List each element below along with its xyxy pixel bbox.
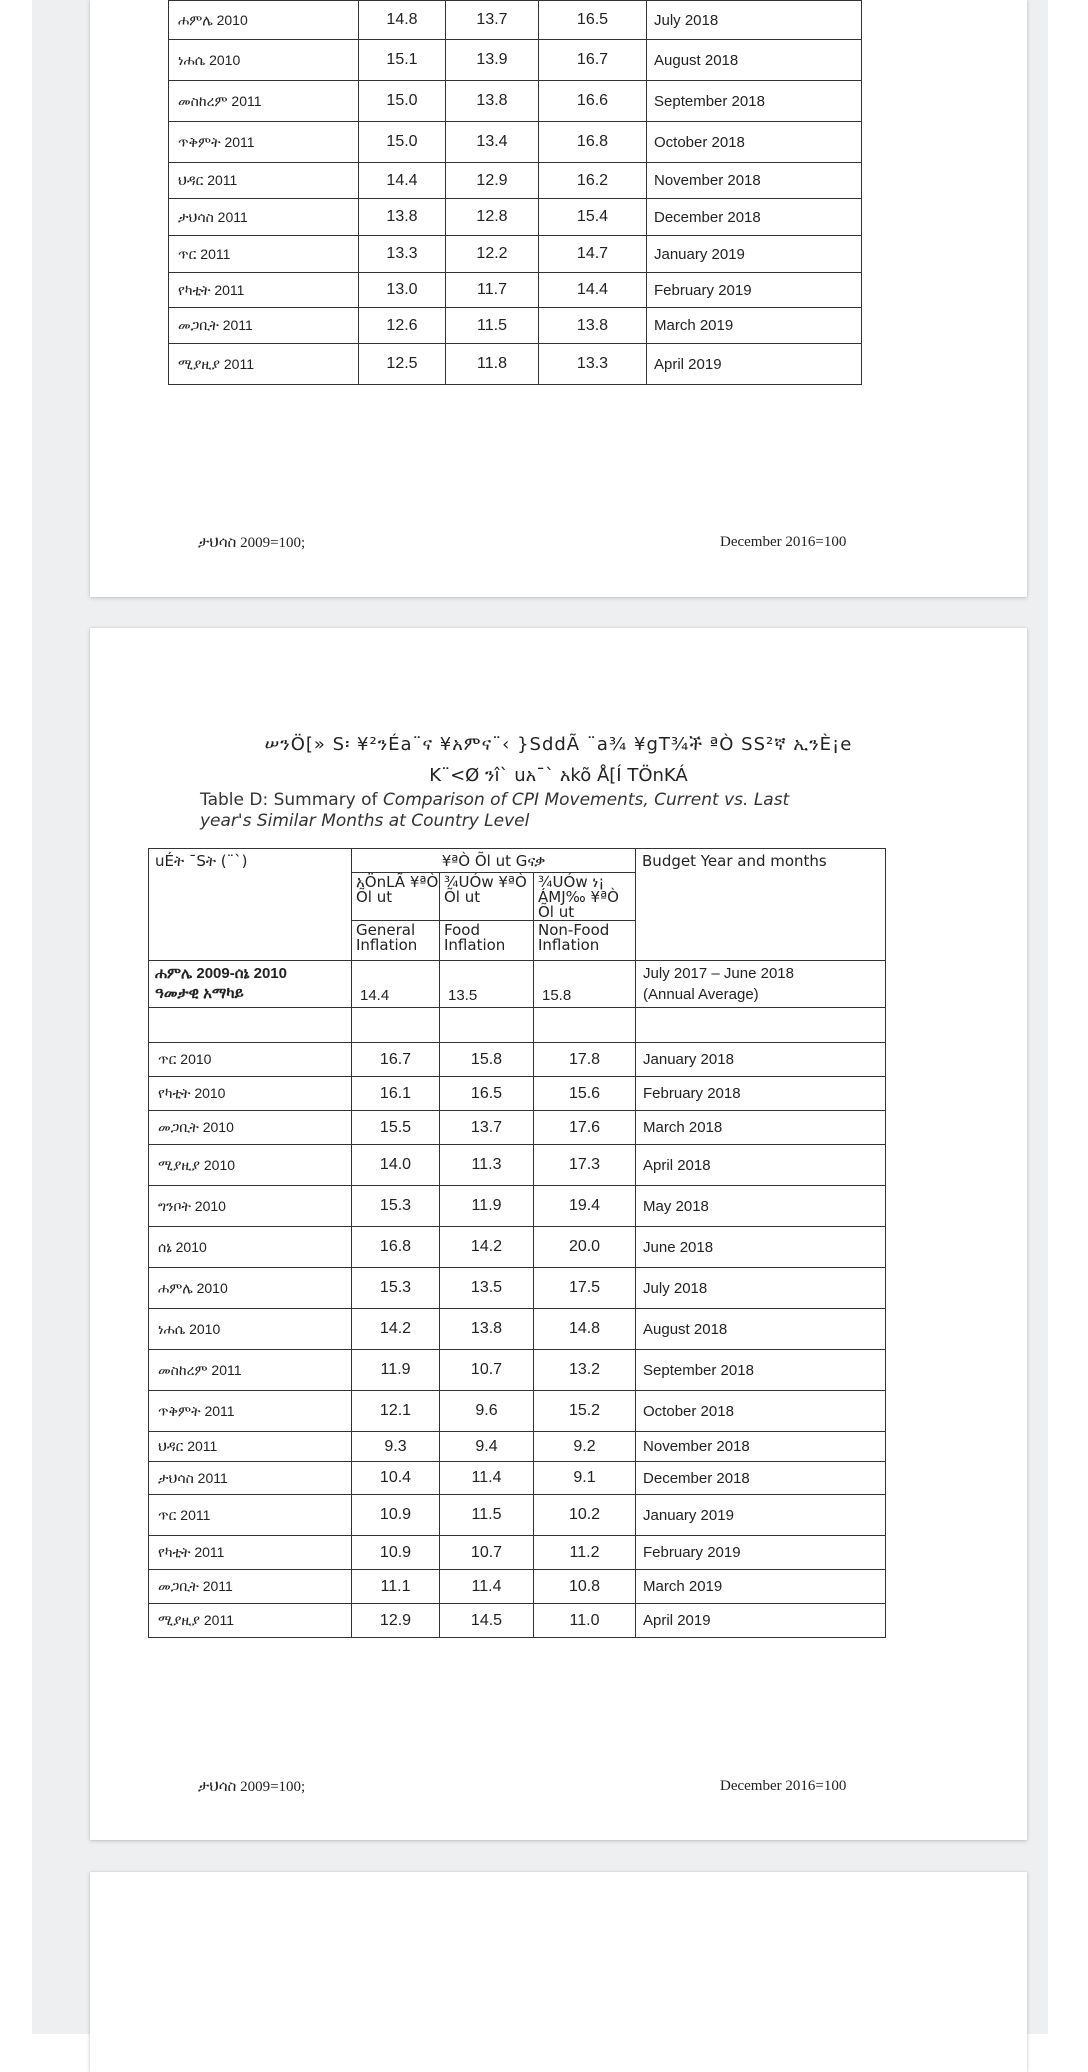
english-month-cell: August 2018 xyxy=(647,40,862,81)
english-month-cell: March 2018 xyxy=(636,1111,886,1145)
english-month-cell: April 2019 xyxy=(647,344,862,385)
base-period-amharic: ታህሳስ 2009=100; xyxy=(198,1779,306,1795)
header-budget-year-english: Budget Year and months xyxy=(636,849,886,961)
food-inflation-cell: 13.5 xyxy=(440,1268,534,1309)
table-row xyxy=(149,1309,886,1350)
general-inflation-cell: 15.1 xyxy=(359,40,446,81)
table-title-amharic-line-2: K¨<Ø ንî` uአ¯` አkõ Å[Í TÖnKÁ xyxy=(429,765,688,786)
annual-average-label xyxy=(149,961,352,1008)
nonfood-inflation-cell: 17.8 xyxy=(534,1043,636,1077)
nonfood-inflation-cell: 14.4 xyxy=(539,273,647,308)
nonfood-inflation-cell: 13.8 xyxy=(539,308,647,344)
caption-italic-1: Comparison of CPI Movements, Current vs. Last xyxy=(382,790,790,810)
english-month-cell: December 2018 xyxy=(636,1462,886,1495)
english-month-cell: April 2018 xyxy=(636,1145,886,1186)
general-inflation-cell: 11.1 xyxy=(352,1570,440,1604)
nonfood-inflation-cell: 15.2 xyxy=(534,1391,636,1432)
table-row xyxy=(149,1350,886,1391)
month-cell: መስከረም 2011 xyxy=(169,81,359,122)
food-inflation-cell: 9.6 xyxy=(440,1391,534,1432)
annual-label-line-1: ሐምሌ 2009-ሰኔ 2010 xyxy=(155,965,287,982)
english-month-cell: June 2018 xyxy=(636,1227,886,1268)
food-inflation-cell: 13.8 xyxy=(446,81,539,122)
month-cell: የካቲት 2011 xyxy=(169,273,359,308)
nonfood-inflation-cell: 16.5 xyxy=(539,1,647,40)
food-inflation-cell: 11.8 xyxy=(446,344,539,385)
annual-english-line-2: (Annual Average) xyxy=(643,986,759,1003)
table-row xyxy=(169,236,862,273)
nonfood-inflation-cell: 14.7 xyxy=(539,236,647,273)
table-row xyxy=(169,81,862,122)
general-inflation-cell: 10.4 xyxy=(352,1462,440,1495)
nonfood-inflation-cell: 9.2 xyxy=(534,1432,636,1462)
table-row xyxy=(149,1111,886,1145)
table-row xyxy=(169,308,862,344)
blank-cell xyxy=(352,1008,440,1043)
general-inflation-cell: 13.0 xyxy=(359,273,446,308)
english-month-cell: January 2019 xyxy=(647,236,862,273)
english-month-cell: August 2018 xyxy=(636,1309,886,1350)
general-inflation-cell: 15.3 xyxy=(352,1186,440,1227)
nonfood-inflation-cell: 13.3 xyxy=(539,344,647,385)
month-cell: ጥር 2011 xyxy=(169,236,359,273)
food-inflation-cell: 11.7 xyxy=(446,273,539,308)
english-month-cell: February 2018 xyxy=(636,1077,886,1111)
general-inflation-cell: 10.9 xyxy=(352,1495,440,1536)
month-cell: ጥር 2010 xyxy=(149,1043,352,1077)
english-month-cell: July 2018 xyxy=(647,1,862,40)
annual-english-line-1: July 2017 – June 2018 xyxy=(643,965,794,982)
general-inflation-cell: 16.1 xyxy=(352,1077,440,1111)
nonfood-inflation-cell: 16.7 xyxy=(539,40,647,81)
month-cell: የካቲት 2011 xyxy=(149,1536,352,1570)
general-inflation-cell: 14.0 xyxy=(352,1145,440,1186)
table-caption-english xyxy=(200,790,920,832)
document-page-1 xyxy=(90,0,1027,597)
month-cell: ሐምሌ 2010 xyxy=(169,1,359,40)
general-inflation-cell: 13.8 xyxy=(359,199,446,236)
food-inflation-cell: 12.9 xyxy=(446,163,539,199)
header-nonfood-english: Non-Food Inflation xyxy=(534,921,636,961)
header-general-amharic: አÖnLÃ ¥ªÒ Õl ut xyxy=(352,873,440,921)
food-inflation-cell: 13.8 xyxy=(440,1309,534,1350)
table-row xyxy=(149,1391,886,1432)
english-month-cell: November 2018 xyxy=(647,163,862,199)
nonfood-inflation-cell: 17.5 xyxy=(534,1268,636,1309)
month-cell: መጋቢት 2010 xyxy=(149,1111,352,1145)
general-inflation-cell: 14.2 xyxy=(352,1309,440,1350)
english-month-cell: February 2019 xyxy=(636,1536,886,1570)
annual-average-english xyxy=(636,961,886,1008)
food-inflation-cell: 11.4 xyxy=(440,1570,534,1604)
base-period-english: December 2016=100 xyxy=(720,534,847,550)
blank-cell xyxy=(534,1008,636,1043)
month-cell: መጋቢት 2011 xyxy=(169,308,359,344)
food-inflation-cell: 15.8 xyxy=(440,1043,534,1077)
english-month-cell: December 2018 xyxy=(647,199,862,236)
nonfood-inflation-cell: 15.6 xyxy=(534,1077,636,1111)
food-inflation-cell: 13.7 xyxy=(440,1111,534,1145)
table-row xyxy=(149,1432,886,1462)
document-page-3 xyxy=(90,1872,1027,2072)
month-cell: ህዳር 2011 xyxy=(169,163,359,199)
english-month-cell: November 2018 xyxy=(636,1432,886,1462)
english-month-cell: April 2019 xyxy=(636,1604,886,1638)
food-inflation-cell: 10.7 xyxy=(440,1536,534,1570)
document-page-2 xyxy=(90,628,1027,1840)
table-row xyxy=(149,1145,886,1186)
food-inflation-cell: 12.2 xyxy=(446,236,539,273)
general-inflation-cell: 14.4 xyxy=(359,163,446,199)
blank-row xyxy=(149,1008,886,1043)
annual-nonfood-value: 15.8 xyxy=(534,961,636,1008)
annual-general-value: 14.4 xyxy=(352,961,440,1008)
english-month-cell: March 2019 xyxy=(636,1570,886,1604)
table-row xyxy=(149,1186,886,1227)
base-period-english: December 2016=100 xyxy=(720,1778,847,1794)
nonfood-inflation-cell: 14.8 xyxy=(534,1309,636,1350)
general-inflation-cell: 12.6 xyxy=(359,308,446,344)
header-nonfood-amharic: ¾UÓw ነ¡ ÁMJ‰ ¥ªÒ Õl ut xyxy=(534,873,636,921)
english-month-cell: March 2019 xyxy=(647,308,862,344)
month-cell: ጥቅምት 2011 xyxy=(149,1391,352,1432)
nonfood-inflation-cell: 11.2 xyxy=(534,1536,636,1570)
table-row xyxy=(169,273,862,308)
nonfood-inflation-cell: 17.3 xyxy=(534,1145,636,1186)
table-row xyxy=(149,1604,886,1638)
food-inflation-cell: 11.5 xyxy=(440,1495,534,1536)
annual-label-line-2: ዓመታዊ አማካይ xyxy=(155,985,244,1002)
table-row xyxy=(149,1077,886,1111)
month-cell: ሚያዚያ 2011 xyxy=(149,1604,352,1638)
table-row xyxy=(149,1227,886,1268)
english-month-cell: October 2018 xyxy=(636,1391,886,1432)
english-month-cell: May 2018 xyxy=(636,1186,886,1227)
nonfood-inflation-cell: 9.1 xyxy=(534,1462,636,1495)
month-cell: መስከረም 2011 xyxy=(149,1350,352,1391)
nonfood-inflation-cell: 16.6 xyxy=(539,81,647,122)
general-inflation-cell: 10.9 xyxy=(352,1536,440,1570)
table-row xyxy=(149,1536,886,1570)
month-cell: ጥር 2011 xyxy=(149,1495,352,1536)
header-budget-year-amharic: uÉት ¯Sት (¨`) xyxy=(149,849,352,961)
food-inflation-cell: 14.2 xyxy=(440,1227,534,1268)
blank-cell xyxy=(149,1008,352,1043)
nonfood-inflation-cell: 11.0 xyxy=(534,1604,636,1638)
food-inflation-cell: 10.7 xyxy=(440,1350,534,1391)
general-inflation-cell: 15.5 xyxy=(352,1111,440,1145)
month-cell: ነሐሴ 2010 xyxy=(149,1309,352,1350)
month-cell: ነሐሴ 2010 xyxy=(169,40,359,81)
table-row xyxy=(149,1570,886,1604)
table-row xyxy=(169,1,862,40)
general-inflation-cell: 12.5 xyxy=(359,344,446,385)
table-row xyxy=(169,163,862,199)
blank-cell xyxy=(440,1008,534,1043)
month-cell: ሐምሌ 2010 xyxy=(149,1268,352,1309)
english-month-cell: October 2018 xyxy=(647,122,862,163)
table-row xyxy=(149,1495,886,1536)
general-inflation-cell: 15.3 xyxy=(352,1268,440,1309)
table-row xyxy=(149,1462,886,1495)
food-inflation-cell: 13.9 xyxy=(446,40,539,81)
food-inflation-cell: 12.8 xyxy=(446,199,539,236)
nonfood-inflation-cell: 16.8 xyxy=(539,122,647,163)
header-food-amharic: ¾UÓw ¥ªÒ Õl ut xyxy=(440,873,534,921)
english-month-cell: January 2018 xyxy=(636,1043,886,1077)
cpi-table-page-1 xyxy=(168,0,862,385)
caption-plain: Table D: Summary of xyxy=(200,790,383,810)
nonfood-inflation-cell: 15.4 xyxy=(539,199,647,236)
general-inflation-cell: 9.3 xyxy=(352,1432,440,1462)
food-inflation-cell: 14.5 xyxy=(440,1604,534,1638)
month-cell: ታህሳስ 2011 xyxy=(149,1462,352,1495)
base-period-amharic: ታህሳስ 2009=100; xyxy=(198,535,306,551)
month-cell: ሚያዚያ 2011 xyxy=(169,344,359,385)
food-inflation-cell: 11.5 xyxy=(446,308,539,344)
table-row xyxy=(169,344,862,385)
table-row xyxy=(169,199,862,236)
month-cell: ሚያዚያ 2010 xyxy=(149,1145,352,1186)
month-cell: መጋቢት 2011 xyxy=(149,1570,352,1604)
food-inflation-cell: 9.4 xyxy=(440,1432,534,1462)
blank-cell xyxy=(636,1008,886,1043)
header-food-english: Food Inflation xyxy=(440,921,534,961)
nonfood-inflation-cell: 10.8 xyxy=(534,1570,636,1604)
cpi-table-page-2 xyxy=(148,848,886,1638)
table-row xyxy=(149,1268,886,1309)
general-inflation-cell: 13.3 xyxy=(359,236,446,273)
month-cell: ግንቦት 2010 xyxy=(149,1186,352,1227)
month-cell: ታህሳስ 2011 xyxy=(169,199,359,236)
food-inflation-cell: 16.5 xyxy=(440,1077,534,1111)
food-inflation-cell: 11.4 xyxy=(440,1462,534,1495)
table-row xyxy=(169,122,862,163)
table-row xyxy=(169,40,862,81)
nonfood-inflation-cell: 16.2 xyxy=(539,163,647,199)
nonfood-inflation-cell: 19.4 xyxy=(534,1186,636,1227)
caption-italic-2: year's Similar Months at Country Level xyxy=(200,811,530,831)
food-inflation-cell: 13.7 xyxy=(446,1,539,40)
header-general-english: General Inflation xyxy=(352,921,440,961)
general-inflation-cell: 16.7 xyxy=(352,1043,440,1077)
general-inflation-cell: 16.8 xyxy=(352,1227,440,1268)
general-inflation-cell: 15.0 xyxy=(359,81,446,122)
month-cell: ህዳር 2011 xyxy=(149,1432,352,1462)
english-month-cell: July 2018 xyxy=(636,1268,886,1309)
english-month-cell: January 2019 xyxy=(636,1495,886,1536)
header-inflation-group: ¥ªÒ Õl ut Gናቃ xyxy=(352,849,636,873)
table-title-amharic-line-1: ሠንÖ[» S፡ ¥²ንÉa¨ና ¥አምና¨‹ }SddÃ ¨a¾ ¥gT¾ች ªÒ SS²ኛ ኢንÈ¡e xyxy=(264,734,853,755)
nonfood-inflation-cell: 17.6 xyxy=(534,1111,636,1145)
general-inflation-cell: 12.1 xyxy=(352,1391,440,1432)
month-cell: የካቲት 2010 xyxy=(149,1077,352,1111)
general-inflation-cell: 15.0 xyxy=(359,122,446,163)
english-month-cell: September 2018 xyxy=(636,1350,886,1391)
nonfood-inflation-cell: 10.2 xyxy=(534,1495,636,1536)
general-inflation-cell: 14.8 xyxy=(359,1,446,40)
annual-food-value: 13.5 xyxy=(440,961,534,1008)
month-cell: ሰኔ 2010 xyxy=(149,1227,352,1268)
food-inflation-cell: 11.3 xyxy=(440,1145,534,1186)
english-month-cell: September 2018 xyxy=(647,81,862,122)
nonfood-inflation-cell: 20.0 xyxy=(534,1227,636,1268)
food-inflation-cell: 13.4 xyxy=(446,122,539,163)
general-inflation-cell: 11.9 xyxy=(352,1350,440,1391)
food-inflation-cell: 11.9 xyxy=(440,1186,534,1227)
month-cell: ጥቅምት 2011 xyxy=(169,122,359,163)
table-row xyxy=(149,1043,886,1077)
general-inflation-cell: 12.9 xyxy=(352,1604,440,1638)
english-month-cell: February 2019 xyxy=(647,273,862,308)
nonfood-inflation-cell: 13.2 xyxy=(534,1350,636,1391)
